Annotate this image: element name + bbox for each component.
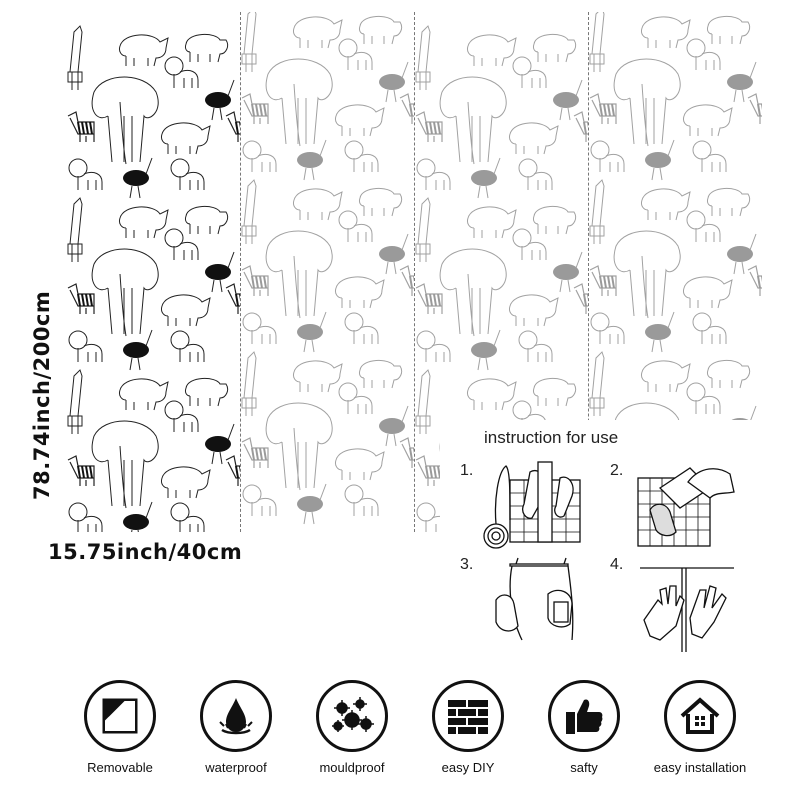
ostrich-drawing [727,74,753,90]
zebra-stripe [430,294,432,306]
zebra-drawing [400,266,414,296]
ostrich-drawing [379,246,405,262]
smooth-seam-icon [630,560,740,656]
rhino-drawing [467,379,516,410]
feature-label: safty [570,760,598,775]
ostrich-drawing [471,342,497,358]
zebra-drawing [574,284,588,314]
zebra-stripe [264,276,266,288]
rhino-drawing [293,189,342,220]
zebra-drawing [400,94,414,124]
elephant-drawing [266,231,332,318]
feature-label: easy DIY [441,760,495,775]
zebra-stripe [256,448,258,460]
zebra-stripe [410,104,412,116]
ostrich-drawing [123,342,149,358]
zebra-stripe [612,276,614,288]
zebra-stripe [78,466,80,478]
ostrich-drawing [297,324,323,340]
rhino-drawing [293,17,342,48]
zebra-stripe [264,448,266,460]
zebra-drawing [748,94,762,124]
lion-body [426,344,450,362]
zebra-stripe [252,276,254,288]
zebra-stripe [584,294,586,306]
hippo-drawing [707,16,749,44]
unroll-wallpaper-icon [480,460,590,550]
zebra-stripe [90,294,92,306]
giraffe-drawing [416,198,430,262]
removable-icon [84,680,156,752]
zebra-stripe [434,294,436,306]
zebra-stripe [608,276,610,288]
giraffe-drawing [68,370,82,434]
elephant-drawing [614,231,680,318]
lion-body [252,154,276,172]
feature-easy-diy [408,680,528,775]
lion-body [426,172,450,190]
rhino-drawing [335,105,384,136]
hippo-drawing [185,34,227,62]
rhino-drawing [161,123,210,154]
zebra-stripe [260,448,262,460]
giraffe-drawing [590,12,604,72]
hippo-drawing [707,188,749,216]
zebra-stripe [758,104,760,116]
giraffe-drawing [68,26,82,90]
zebra-stripe [430,466,432,478]
peel-backing-icon [630,458,740,550]
feature-waterproof [176,680,296,775]
rhino-drawing [683,277,732,308]
elephant-drawing [92,249,158,336]
zebra-stripe [604,276,606,288]
giraffe-drawing [590,352,604,416]
water-drop-icon [200,680,272,752]
rhino-drawing [161,467,210,498]
zebra-stripe [86,466,88,478]
lion-body [180,344,204,362]
zebra-drawing [226,456,240,486]
zebra-stripe [410,276,412,288]
hippo-drawing [533,206,575,234]
zebra-stripe [78,122,80,134]
hippo-drawing [359,360,401,388]
zebra-stripe [584,122,586,134]
thumbs-up-icon [548,680,620,752]
lion-body [600,154,624,172]
lion-body [354,154,378,172]
hang-panel-icon [488,556,588,646]
ostrich-drawing [379,74,405,90]
giraffe-drawing [242,352,256,416]
zebra-stripe [426,466,428,478]
mould-icon [316,680,388,752]
zebra-stripe [264,104,266,116]
zebra-stripe [260,104,262,116]
lion-body [174,414,198,432]
lion-body [174,70,198,88]
giraffe-drawing [416,370,430,434]
ostrich-drawing [123,514,149,530]
elephant-drawing [266,403,332,490]
ostrich-drawing [205,92,231,108]
elephant-drawing [266,59,332,146]
lion-body [696,396,720,414]
hippo-drawing [185,378,227,406]
giraffe-drawing [242,12,256,72]
rhino-drawing [641,17,690,48]
step-number-2: 2. [610,462,624,479]
zebra-stripe [260,276,262,288]
zebra-stripe [608,104,610,116]
zebra-stripe [90,466,92,478]
instruction-title: instruction for use [484,428,619,447]
hippo-drawing [359,16,401,44]
rhino-drawing [293,361,342,392]
zebra-stripe [86,122,88,134]
giraffe-drawing [68,198,82,262]
elephant-drawing [92,421,158,508]
zebra-stripe [434,122,436,134]
width-dimension-label: 15.75inch/40cm [48,540,243,564]
zebra-stripe [434,466,436,478]
zebra-drawing [226,284,240,314]
lion-body [78,516,102,532]
zebra-stripe [612,104,614,116]
feature-removable [60,680,180,775]
lion-body [252,326,276,344]
wallpaper-panel-1 [66,12,240,532]
ostrich-drawing [727,246,753,262]
zebra-stripe [600,104,602,116]
zebra-stripe [78,294,80,306]
zebra-drawing [574,112,588,142]
feature-list [60,680,760,790]
ostrich-drawing [297,152,323,168]
hippo-drawing [185,206,227,234]
ostrich-drawing [645,152,671,168]
step-number-3: 3. [460,556,474,573]
zebra-stripe [438,122,440,134]
zebra-stripe [90,122,92,134]
hippo-drawing [533,34,575,62]
panel-divider [240,12,241,532]
zebra-drawing [748,266,762,296]
feature-label: easy installation [653,760,747,775]
lion-body [348,224,372,242]
elephant-drawing [440,77,506,164]
rhino-drawing [509,123,558,154]
zebra-stripe [604,104,606,116]
lion-body [348,52,372,70]
ostrich-drawing [205,436,231,452]
lion-body [354,498,378,516]
rhino-drawing [161,295,210,326]
rhino-drawing [467,207,516,238]
ostrich-drawing [205,264,231,280]
ostrich-drawing [553,92,579,108]
zebra-stripe [410,448,412,460]
step-number-1: 1. [460,462,474,479]
house-icon [664,680,736,752]
lion-body [528,172,552,190]
lion-body [180,516,204,532]
zebra-stripe [426,294,428,306]
zebra-stripe [82,466,84,478]
lion-body [522,242,546,260]
lion-body [522,70,546,88]
elephant-drawing [614,59,680,146]
lion-body [702,154,726,172]
rhino-drawing [119,379,168,410]
panel-divider [414,12,415,532]
zebra-stripe [438,294,440,306]
feature-label: waterproof [205,760,267,775]
rhino-drawing [119,207,168,238]
rhino-drawing [509,295,558,326]
hippo-drawing [533,378,575,406]
lion-body [348,396,372,414]
ostrich-drawing [123,170,149,186]
lion-body [78,344,102,362]
feature-label: mouldproof [319,760,385,775]
zebra-stripe [82,122,84,134]
zebra-stripe [256,276,258,288]
rhino-drawing [335,277,384,308]
lion-body [180,172,204,190]
lion-body [78,172,102,190]
zebra-stripe [86,294,88,306]
ostrich-drawing [471,170,497,186]
zebra-stripe [430,122,432,134]
ostrich-drawing [553,264,579,280]
ostrich-drawing [645,324,671,340]
step-number-4: 4. [610,556,624,573]
rhino-drawing [335,449,384,480]
elephant-drawing [440,249,506,336]
height-dimension-label: 78.74inch/200cm [30,290,54,500]
zebra-stripe [252,448,254,460]
zebra-stripe [236,122,238,134]
animal-pattern [66,12,240,532]
rhino-drawing [683,105,732,136]
ostrich-drawing [379,418,405,434]
zebra-drawing [226,112,240,142]
zebra-drawing [400,438,414,468]
lion-body [702,326,726,344]
hippo-drawing [359,188,401,216]
animal-pattern [240,12,414,532]
feature-mouldproof [292,680,412,775]
feature-safty [524,680,644,775]
lion-body [354,326,378,344]
rhino-drawing [641,189,690,220]
lion-body [696,52,720,70]
lion-body [174,242,198,260]
elephant-drawing [92,77,158,164]
hippo-drawing [707,360,749,388]
lion-body [600,326,624,344]
wallpaper-panel-2 [240,12,414,532]
lion-body [528,344,552,362]
brick-wall-icon [432,680,504,752]
zebra-stripe [426,122,428,134]
zebra-stripe [236,294,238,306]
giraffe-drawing [590,180,604,244]
zebra-stripe [252,104,254,116]
zebra-stripe [82,294,84,306]
feature-easy-installation [640,680,760,775]
rhino-drawing [467,35,516,66]
ostrich-drawing [297,496,323,512]
zebra-stripe [758,276,760,288]
lion-body [252,498,276,516]
giraffe-drawing [242,180,256,244]
lion-body [696,224,720,242]
rhino-drawing [119,35,168,66]
giraffe-drawing [416,26,430,90]
feature-label: Removable [87,760,153,775]
rhino-drawing [641,361,690,392]
zebra-stripe [236,466,238,478]
zebra-stripe [600,276,602,288]
zebra-stripe [256,104,258,116]
